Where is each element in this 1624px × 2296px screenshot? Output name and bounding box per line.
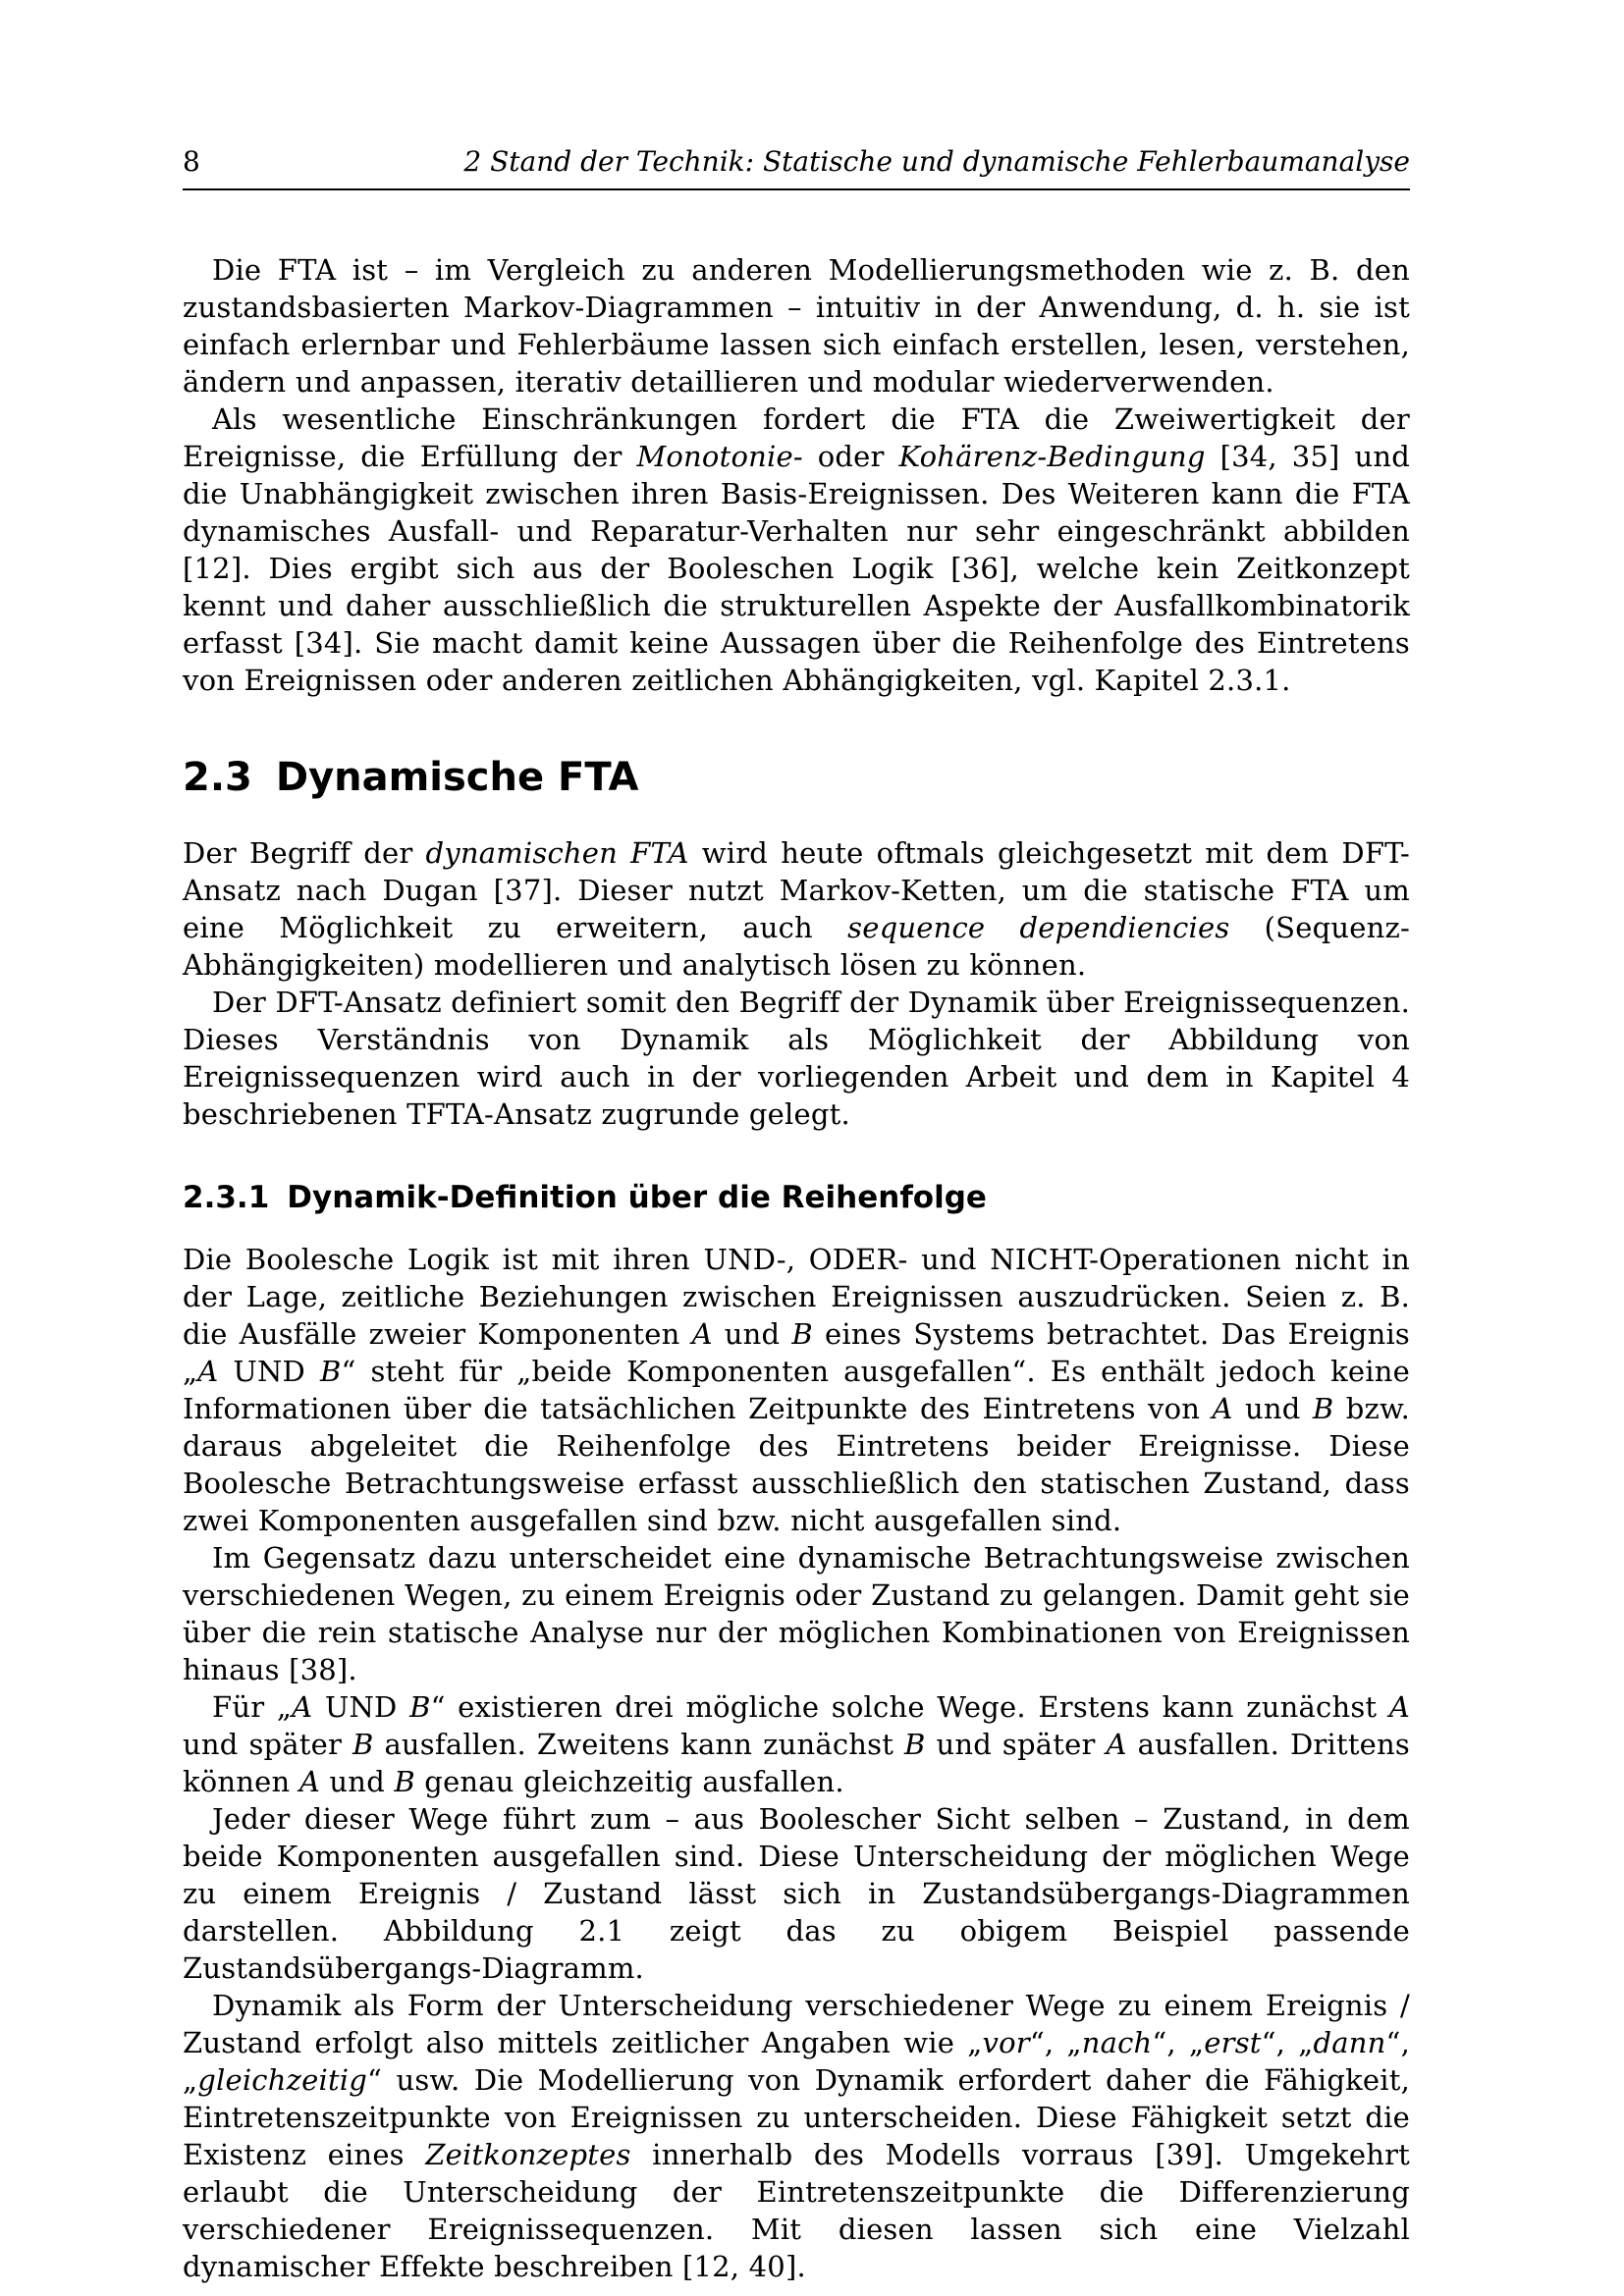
running-head: 2 Stand der Technik: Statische und dynamische Fehlerbaumanalyse bbox=[463, 145, 1410, 178]
heading-number: 2.3 bbox=[183, 755, 252, 800]
body-text: Die Boolesche Logik ist mit ihren UND-, ODER- und NICHT-Operationen nicht in der Lage, zeitliche Beziehungen zwischen Ereignissen auszudrücken. Seien z. B. die Ausfälle zweier Komponenten bbox=[183, 1243, 1410, 1351]
italic-text: gleichzeitig bbox=[197, 2063, 368, 2097]
section-heading bbox=[183, 756, 1410, 799]
page-header bbox=[183, 147, 1410, 188]
italic-text: A bbox=[1212, 1392, 1233, 1425]
subsection-heading bbox=[183, 1180, 1410, 1215]
paragraph bbox=[183, 1539, 1410, 1688]
paragraph bbox=[183, 1800, 1410, 1987]
italic-text: A bbox=[691, 1317, 713, 1351]
body-text: bzw. daraus abgeleitet die Reihenfolge des Eintretens beider Ereignisse. Diese Boolesche Betrachtungsweise erfasst ausschließlich den statischen Zustand, dass zwei Komponenten ausgefallen sind bzw. nicht ausgefallen sind. bbox=[183, 1392, 1410, 1537]
body-text: “ existieren drei mögliche solche Wege. Erstens kann zunächst bbox=[430, 1690, 1389, 1724]
body-text: Der DFT-Ansatz definiert somit den Begriff der Dynamik über Ereignissequenzen. Dieses Verständnis von Dynamik als Möglichkeit der Abbildung von Ereignissequenzen wird auch in der vorliegenden Arbeit und dem in Kapitel 4 beschriebenen TFTA-Ansatz zugrunde gelegt. bbox=[183, 986, 1410, 1131]
heading-title: Dynamik-Definition über die Reihenfolge bbox=[287, 1180, 987, 1215]
italic-text: B bbox=[904, 1728, 926, 1761]
italic-text: Zeitkonzeptes bbox=[425, 2138, 631, 2171]
body-text: “, „ bbox=[183, 2026, 1410, 2097]
italic-text: Monotonie- bbox=[636, 440, 803, 473]
body-text: Im Gegensatz dazu unterscheidet eine dynamische Betrachtungsweise zwischen verschiedenen Wegen, zu einem Ereignis oder Zustand zu gelangen. Damit geht sie über die rein statische Analyse nur der möglichen Kombinationen von Ereignissen hinaus [38]. bbox=[183, 1541, 1410, 1686]
body-text: “, „ bbox=[1029, 2026, 1082, 2059]
body-text: eines Systems betrachtet. Das Ereignis „ bbox=[183, 1317, 1411, 1388]
heading-title: Dynamische FTA bbox=[275, 755, 639, 800]
italic-text: B bbox=[409, 1690, 431, 1724]
italic-text: B bbox=[319, 1355, 342, 1388]
body-text: (Sequenz-Abhängigkeiten) modellieren und analytisch lösen zu können. bbox=[183, 911, 1410, 982]
italic-text: nach bbox=[1081, 2026, 1153, 2059]
italic-text: dynamischen FTA bbox=[425, 836, 689, 870]
italic-text: A bbox=[1388, 1690, 1410, 1724]
paragraph bbox=[183, 251, 1410, 400]
body-text: “ usw. Die Modellierung von Dynamik erfordert daher die Fähigkeit, Eintretenszeitpunkte von Ereignissen zu unterscheiden. Diese Fähigkeit setzt die Existenz eines bbox=[183, 2063, 1410, 2171]
body-text: Der Begriff der bbox=[183, 836, 426, 870]
body-text: “, „ bbox=[1152, 2026, 1205, 2059]
italic-text: B bbox=[394, 1765, 415, 1798]
body-text: “ steht für „beide Komponenten ausgefallen“. Es enthält jedoch keine Informationen über die tatsächlichen Zeitpunkte des Eintretens von bbox=[183, 1355, 1410, 1425]
body-text: “, „ bbox=[1261, 2026, 1314, 2059]
body-text: ausfallen. Zweitens kann zunächst bbox=[373, 1728, 905, 1761]
italic-text: erst bbox=[1204, 2026, 1262, 2059]
italic-text: B bbox=[791, 1317, 813, 1351]
paragraph bbox=[183, 834, 1410, 984]
heading-number: 2.3.1 bbox=[183, 1180, 270, 1215]
page-body bbox=[183, 251, 1410, 2285]
body-text: und bbox=[320, 1765, 395, 1798]
body-text: UND bbox=[218, 1355, 320, 1388]
header-rule bbox=[183, 188, 1410, 190]
body-text: Die FTA ist – im Vergleich zu anderen Modellierungsmethoden wie z. B. den zustandsbasierten Markov-Diagrammen – intuitiv in der Anwendung, d. h. sie ist einfach erlernbar und Fehlerbäume lassen sich einfach erstellen, lesen, verstehen, ändern und anpassen, iterativ detaillieren und modular wiederverwenden. bbox=[183, 253, 1410, 399]
body-text: Jeder dieser Wege führt zum – aus Boolescher Sicht selben – Zustand, in dem beide Komponenten ausgefallen sind. Diese Unterscheidung der möglichen Wege zu einem Ereignis / Zustand lässt sich in Zustandsübergangs-Diagrammen darstellen. Abbildung 2.1 zeigt das zu obigem Beispiel passende Zustandsübergangs-Diagramm. bbox=[183, 1802, 1410, 1985]
body-text: Als wesentliche Einschränkungen fordert die FTA die Zweiwertigkeit der Ereignisse, die Erfüllung der bbox=[183, 402, 1410, 473]
italic-text: dann bbox=[1313, 2026, 1386, 2059]
body-text: innerhalb des Modells vorraus [39]. Umgekehrt erlaubt die Unterscheidung der Eintretenszeitpunkte die Differenzierung verschiedener Ereignissequenzen. Mit diesen lassen sich eine Vielzahl dynamischer Effekte beschreiben [12, 40]. bbox=[183, 2138, 1410, 2283]
body-text: und bbox=[712, 1317, 792, 1351]
body-text: UND bbox=[312, 1690, 410, 1724]
body-text: Dynamik als Form der Unterscheidung verschiedener Wege zu einem Ereignis / Zustand erfolgt also mittels zeitlicher Angaben wie „ bbox=[183, 1989, 1410, 2059]
paragraph bbox=[183, 1987, 1410, 2285]
paragraph bbox=[183, 984, 1410, 1133]
body-text: und später bbox=[925, 1728, 1107, 1761]
body-text: ausfallen. Drittens können bbox=[183, 1728, 1410, 1798]
italic-text: A bbox=[1106, 1728, 1127, 1761]
italic-text: vor bbox=[982, 2026, 1030, 2059]
italic-text: A bbox=[292, 1690, 313, 1724]
body-text: Für „ bbox=[212, 1690, 293, 1724]
italic-text: B bbox=[1312, 1392, 1334, 1425]
italic-text: B bbox=[352, 1728, 374, 1761]
italic-text: A bbox=[197, 1355, 219, 1388]
body-text: wird heute oftmals gleichgesetzt mit dem DFT-Ansatz nach Dugan [37]. Dieser nutzt Markov-Ketten, um die statische FTA um eine Möglichkeit zu erweitern, auch bbox=[183, 836, 1410, 944]
italic-text: Kohärenz-Bedingung bbox=[898, 440, 1206, 473]
body-text: genau gleichzeitig ausfallen. bbox=[414, 1765, 844, 1798]
body-text: und später bbox=[183, 1728, 352, 1761]
body-text: [34, 35] und die Unabhängigkeit zwischen ihren Basis-Ereignissen. Des Weiteren kann die FTA dynamisches Ausfall- und Reparatur-Verhalten nur sehr eingeschränkt abbilden [12]. Dies ergibt sich aus der Booleschen Logik [36], welche kein Zeitkonzept kennt und daher ausschließlich die strukturellen Aspekte der Ausfallkombinatorik erfasst [34]. Sie macht damit keine Aussagen über die Reihenfolge des Eintretens von Ereignissen oder anderen zeitlichen Abhängigkeiten, vgl. Kapitel 2.3.1. bbox=[183, 440, 1410, 697]
italic-text: sequence dependiencies bbox=[847, 911, 1230, 944]
paragraph bbox=[183, 400, 1410, 699]
italic-text: A bbox=[298, 1765, 321, 1798]
paragraph bbox=[183, 1241, 1410, 1539]
body-text: oder bbox=[802, 440, 899, 473]
page-number: 8 bbox=[183, 145, 200, 178]
paragraph bbox=[183, 1688, 1410, 1800]
body-text: und bbox=[1232, 1392, 1313, 1425]
